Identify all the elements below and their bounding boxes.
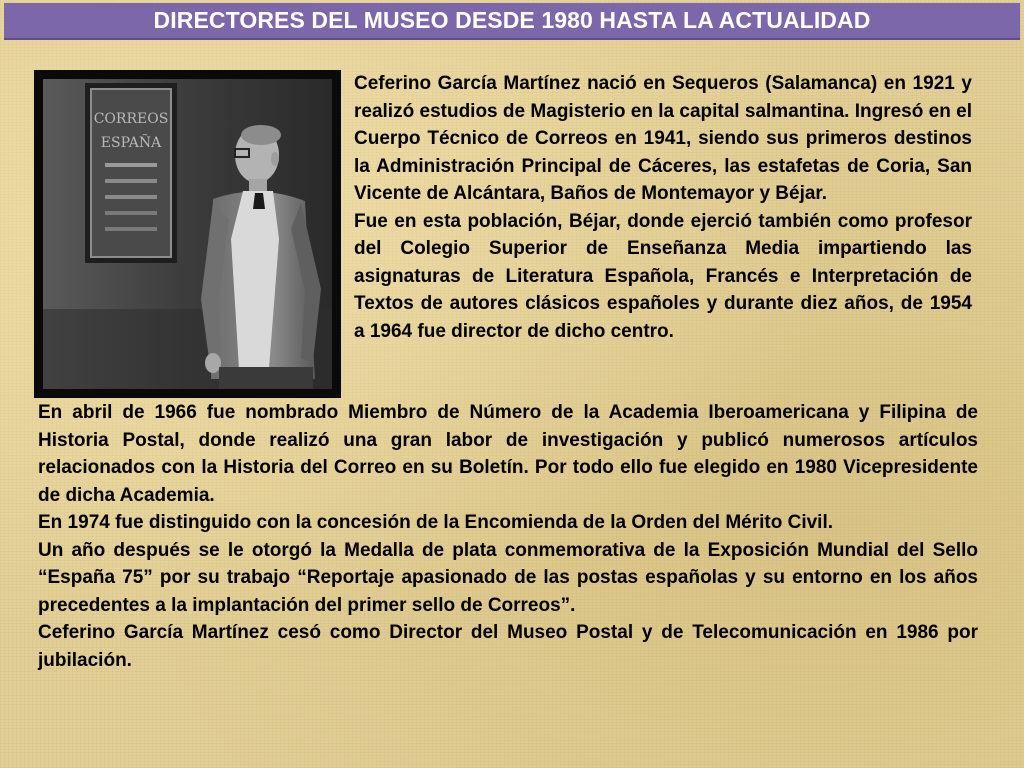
portrait-photo-frame [34,70,341,398]
bio-paragraph-medalla: Un año después se le otorgó la Medalla de plata conmemorativa de la Exposición Mundial del Sello “España 75” por su trabajo “Reportaje apasionado de las postas españolas y su entorno en los años precedentes a la implantación del primer sello de Correos”. [38,539,978,616]
portrait-photo [43,79,332,389]
biography-career [38,399,978,674]
bio-paragraph-birth: Ceferino García Martínez nació en Sequeros (Salamanca) en 1921 y realizó estudios de Magisterio en la capital salmantina. Ingresó en el Cuerpo Técnico de Correos en 1941, siendo sus primeros destinos la Administración Principal de Cáceres, las estafetas de Coria, San Vicente de Alcántara, Baños de Montemayor y Béjar. [354,73,972,204]
biography-intro [354,70,972,345]
title-bar [4,3,1020,40]
bio-paragraph-encomienda: En 1974 fue distinguido con la concesión de la Encomienda de la Orden del Mérito Civil. [38,512,834,533]
plaque-text-line-1: CORREOS [93,111,169,127]
wall-plaque [85,83,177,263]
bio-paragraph-academia: En abril de 1966 fue nombrado Miembro de Número de la Academia Iberoamericana y Filipina de Historia Postal, donde realizó una gran labor de investigación y publicó numerosos artículos relacionados con la Historia del Correo en su Boletín. Por todo ello fue elegido en 1980 Vicepresidente de dicha Academia. [38,402,978,506]
bio-paragraph-jubilacion: Ceferino García Martínez cesó como Director del Museo Postal y de Telecomunicación en 1986 por jubilación. [38,622,978,671]
slide-title: DIRECTORES DEL MUSEO DESDE 1980 HASTA LA ACTUALIDAD [153,7,871,33]
bio-paragraph-bejar: Fue en esta población, Béjar, donde ejerció también como profesor del Colegio Superior de Enseñanza Media impartiendo las asignaturas de Literatura Española, Francés e Interpretación de Textos de autores clásicos españoles y durante diez años, de 1954 a 1964 fue director de dicho centro. [354,210,972,342]
plaque-text-line-2: ESPAÑA [100,135,162,151]
